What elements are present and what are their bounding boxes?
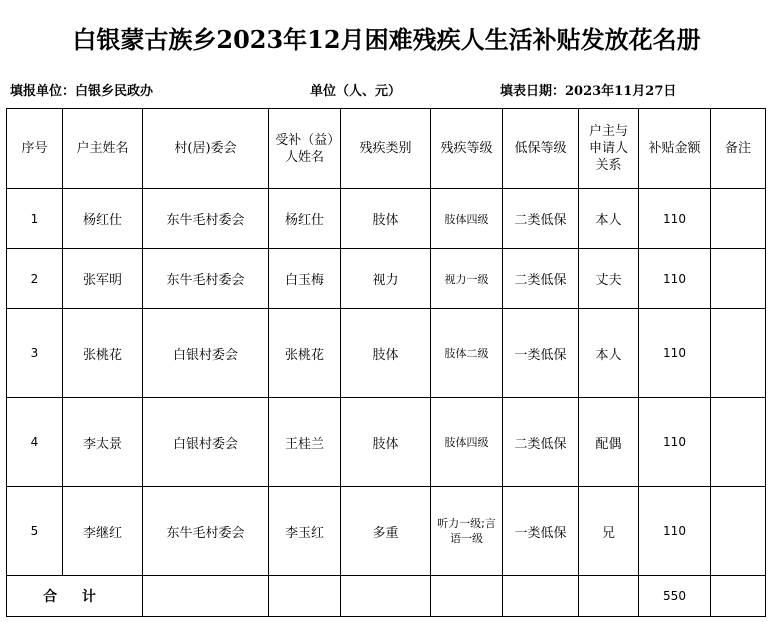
cell-empty [341, 576, 431, 617]
cell-dibao-level: 一类低保 [503, 487, 579, 576]
cell-empty [503, 576, 579, 617]
cell-head-name: 杨红仕 [63, 189, 143, 249]
cell-disability-level: 肢体二级 [431, 309, 503, 398]
cell-amount: 110 [639, 189, 711, 249]
cell-remark [711, 249, 766, 309]
cell-seq: 2 [7, 249, 63, 309]
header-beneficiary: 受补（益）人姓名 [269, 109, 341, 189]
subsidy-table [6, 108, 766, 617]
cell-seq: 1 [7, 189, 63, 249]
cell-remark [711, 189, 766, 249]
cell-disability-type: 肢体 [341, 309, 431, 398]
cell-empty [431, 576, 503, 617]
cell-disability-type: 肢体 [341, 189, 431, 249]
cell-head-name: 张桃花 [63, 309, 143, 398]
cell-disability-type: 多重 [341, 487, 431, 576]
cell-village: 东牛毛村委会 [143, 249, 269, 309]
cell-remark [711, 487, 766, 576]
cell-beneficiary: 王桂兰 [269, 398, 341, 487]
cell-amount: 110 [639, 487, 711, 576]
cell-beneficiary: 白玉梅 [269, 249, 341, 309]
cell-empty [143, 576, 269, 617]
total-amount: 550 [639, 576, 711, 617]
cell-amount: 110 [639, 309, 711, 398]
cell-amount: 110 [639, 249, 711, 309]
cell-relation: 本人 [579, 189, 639, 249]
cell-relation: 兄 [579, 487, 639, 576]
table-row [7, 309, 766, 398]
table-row [7, 249, 766, 309]
cell-remark [711, 398, 766, 487]
cell-remark [711, 309, 766, 398]
table-row [7, 487, 766, 576]
header-disability-level: 残疾等级 [431, 109, 503, 189]
header-disability-type: 残疾类别 [341, 109, 431, 189]
header-remark: 备注 [711, 109, 766, 189]
cell-disability-level: 听力一级;言语一级 [431, 487, 503, 576]
cell-head-name: 李太景 [63, 398, 143, 487]
cell-dibao-level: 二类低保 [503, 249, 579, 309]
cell-empty [579, 576, 639, 617]
cell-beneficiary: 张桃花 [269, 309, 341, 398]
cell-disability-type: 肢体 [341, 398, 431, 487]
document-title: 白银蒙古族乡2023年12月困难残疾人生活补贴发放花名册 [72, 25, 701, 54]
cell-beneficiary: 李玉红 [269, 487, 341, 576]
total-label: 合 计 [7, 576, 143, 617]
header-relation: 户主与申请人关系 [579, 109, 639, 189]
cell-head-name: 李继红 [63, 487, 143, 576]
cell-relation: 丈夫 [579, 249, 639, 309]
cell-disability-level: 视力一级 [431, 249, 503, 309]
cell-amount: 110 [639, 398, 711, 487]
header-amount: 补贴金额 [639, 109, 711, 189]
table-row [7, 189, 766, 249]
cell-seq: 3 [7, 309, 63, 398]
cell-disability-type: 视力 [341, 249, 431, 309]
cell-village: 白银村委会 [143, 398, 269, 487]
cell-beneficiary: 杨红仕 [269, 189, 341, 249]
measure-unit: 单位（人、元） [310, 84, 402, 99]
header-seq: 序号 [7, 109, 63, 189]
cell-head-name: 张军明 [63, 249, 143, 309]
cell-village: 白银村委会 [143, 309, 269, 398]
cell-seq: 5 [7, 487, 63, 576]
cell-village: 东牛毛村委会 [143, 487, 269, 576]
total-row [7, 576, 766, 617]
cell-disability-level: 肢体四级 [431, 189, 503, 249]
reporting-unit: 填报单位：白银乡民政办 [10, 84, 154, 99]
cell-empty [711, 576, 766, 617]
table-row [7, 398, 766, 487]
cell-village: 东牛毛村委会 [143, 189, 269, 249]
cell-seq: 4 [7, 398, 63, 487]
fill-date: 填表日期：2023年11月27日 [500, 84, 677, 99]
header-dibao-level: 低保等级 [503, 109, 579, 189]
cell-dibao-level: 二类低保 [503, 189, 579, 249]
cell-dibao-level: 二类低保 [503, 398, 579, 487]
table-header-row [7, 109, 766, 189]
cell-dibao-level: 一类低保 [503, 309, 579, 398]
cell-relation: 配偶 [579, 398, 639, 487]
cell-empty [269, 576, 341, 617]
header-village: 村(居)委会 [143, 109, 269, 189]
header-head-name: 户主姓名 [63, 109, 143, 189]
cell-disability-level: 肢体四级 [431, 398, 503, 487]
cell-relation: 本人 [579, 309, 639, 398]
